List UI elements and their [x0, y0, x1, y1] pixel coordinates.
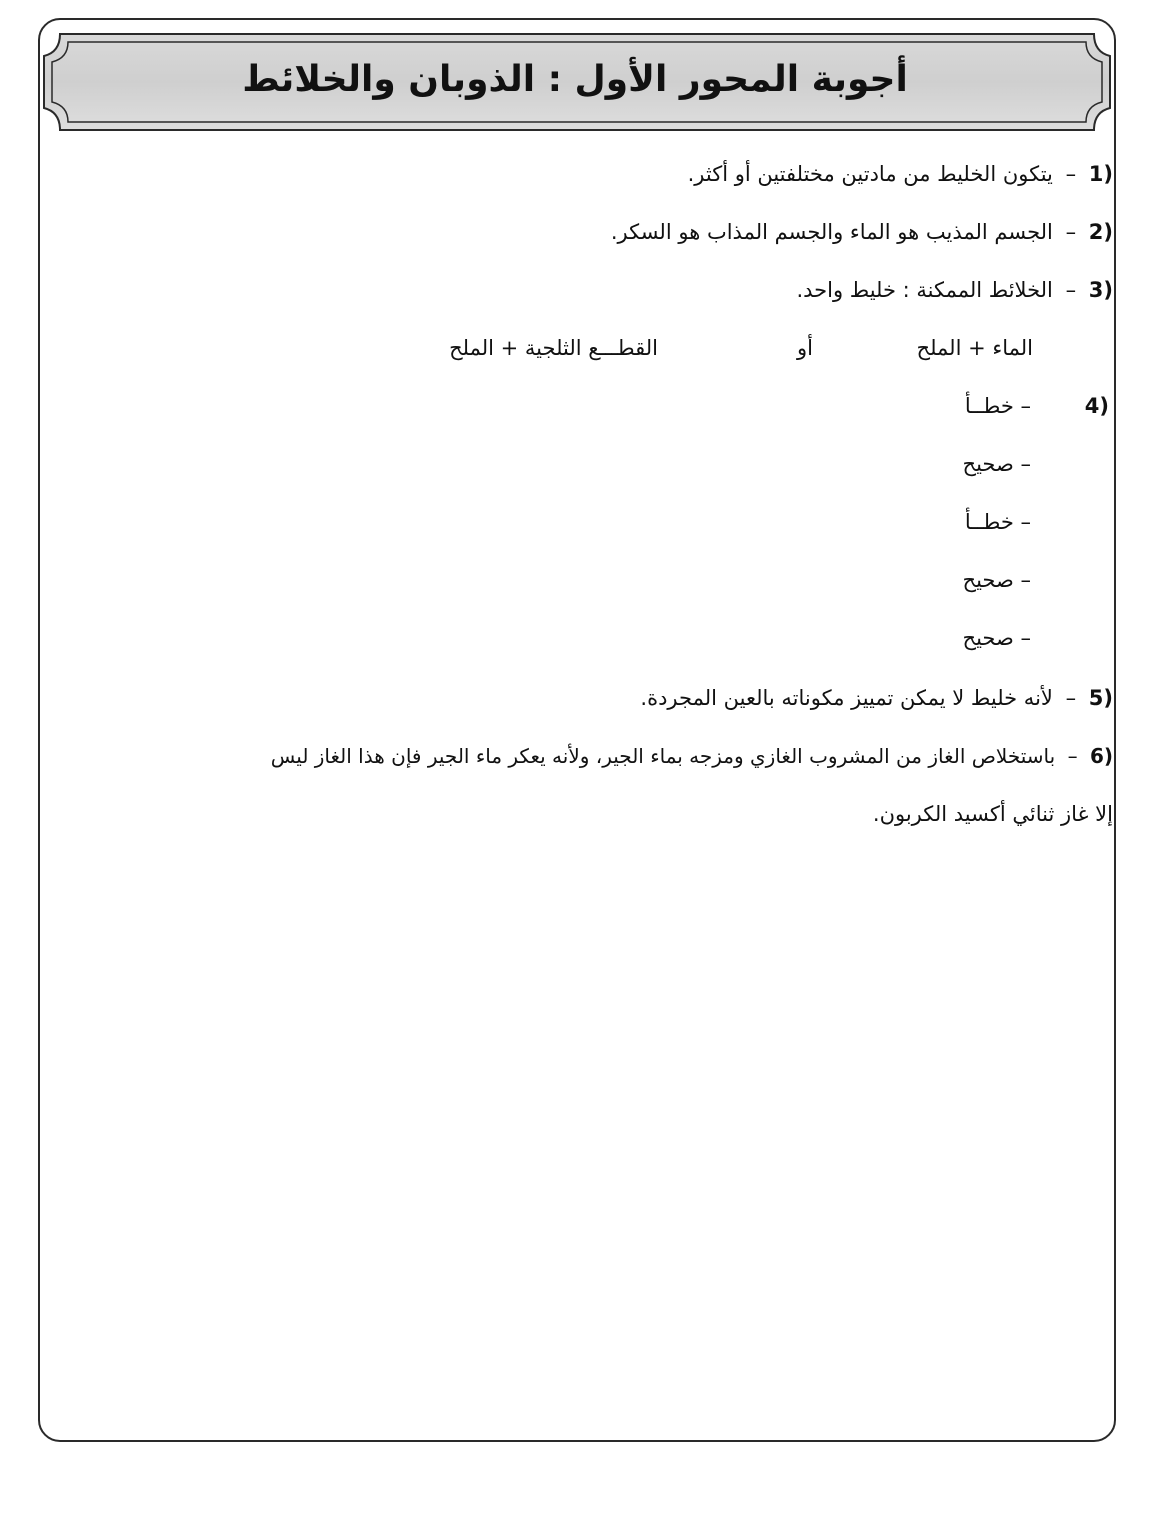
answer-number: (1 — [1088, 162, 1113, 186]
answer-number: (4 — [1084, 394, 1109, 418]
dash: – — [1067, 744, 1078, 768]
answer-number: (3 — [1088, 278, 1113, 302]
dash: – — [1020, 452, 1031, 476]
answer-number-4 — [1085, 394, 1109, 418]
dash: – — [1020, 394, 1031, 418]
dash: – — [1065, 278, 1077, 302]
answer-4-item — [963, 568, 1031, 592]
true-false-value: صحيح — [962, 626, 1014, 650]
answer-number: (6 — [1089, 744, 1113, 768]
dash: – — [1020, 568, 1031, 592]
true-false-value: خطــأ — [964, 510, 1014, 534]
answer-text: لأنه خليط لا يمكن تمييز مكوناته بالعين المجردة. — [640, 686, 1053, 710]
page-title: أجوبة المحور الأول : الذوبان والخلائط — [242, 58, 908, 100]
answer-4-item — [965, 394, 1031, 418]
answer-3 — [48, 278, 1113, 302]
dash: – — [1065, 220, 1077, 244]
answer-text: يتكون الخليط من مادتين مختلفتين أو أكثر. — [687, 162, 1053, 186]
answer-4-item — [963, 626, 1031, 650]
or-label: أو — [797, 336, 813, 360]
answer-text: الخلائط الممكنة : خليط واحد. — [796, 278, 1053, 302]
dash: – — [1020, 510, 1031, 534]
true-false-value: خطــأ — [964, 394, 1014, 418]
dash: – — [1065, 686, 1077, 710]
answer-text: باستخلاص الغاز من المشروب الغازي ومزجه بماء الجير، ولأنه يعكر ماء الجير فإن هذا الغاز ليس — [270, 744, 1056, 768]
answer-number: (5 — [1088, 686, 1113, 710]
answer-6-line-1 — [48, 744, 1113, 768]
answer-2 — [48, 220, 1113, 244]
mixture-option-b: القطـــع الثلجية + الملح — [449, 336, 658, 360]
dash: – — [1020, 626, 1031, 650]
answer-5 — [48, 686, 1113, 710]
mixture-option-a: الماء + الملح — [916, 336, 1033, 360]
answer-4-item — [965, 510, 1031, 534]
answer-1 — [48, 162, 1113, 186]
dash: – — [1065, 162, 1077, 186]
answer-text: الجسم المذيب هو الماء والجسم المذاب هو السكر. — [610, 220, 1053, 244]
answer-number: (2 — [1088, 220, 1113, 244]
true-false-value: صحيح — [962, 568, 1014, 592]
true-false-value: صحيح — [962, 452, 1014, 476]
answer-4-item — [963, 452, 1031, 476]
answer-6-line-2: إلا غاز ثنائي أكسيد الكربون. — [872, 802, 1113, 826]
